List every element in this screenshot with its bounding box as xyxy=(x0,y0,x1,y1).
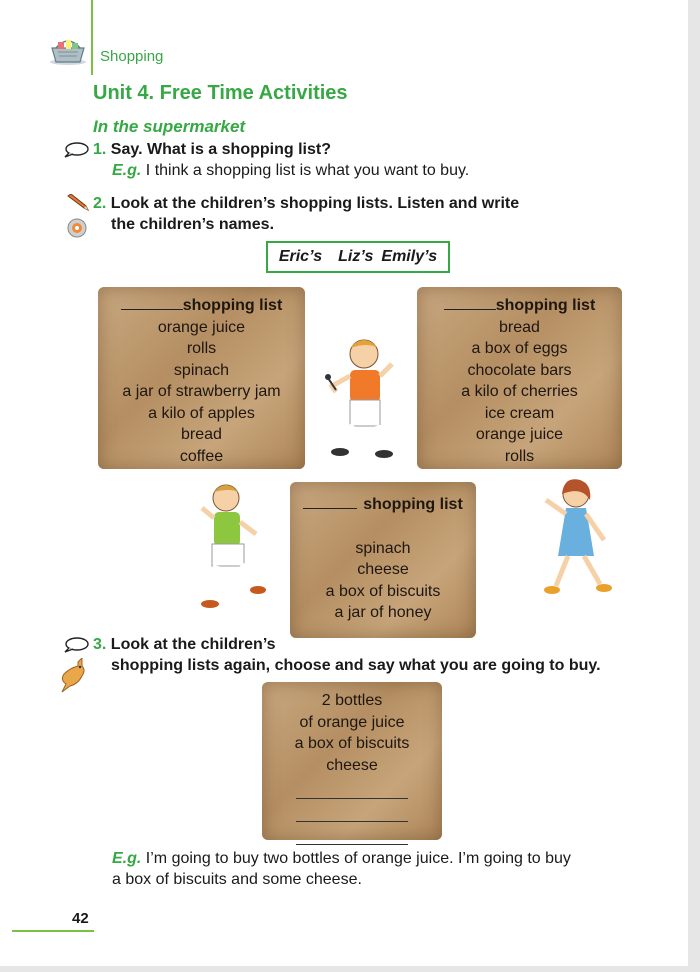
shopping-list-left xyxy=(98,287,305,469)
list-heading: shopping list xyxy=(182,297,283,314)
task-2-number: 2. xyxy=(93,195,107,212)
speech-bubble-icon xyxy=(63,636,89,654)
task-2-line1: Look at the children’s shopping lists. Listen and write xyxy=(110,195,520,212)
list-item: cheese xyxy=(326,756,378,774)
name-liz: Liz’s xyxy=(338,248,374,265)
list-item: spinach xyxy=(173,361,230,379)
footer-rule xyxy=(12,930,94,932)
subheading: In the supermarket xyxy=(93,117,246,136)
list-item: a kilo of apples xyxy=(148,404,255,422)
task-3-line1: Look at the children’s xyxy=(110,636,276,653)
list-item: of orange juice xyxy=(299,713,405,731)
task-2 xyxy=(93,193,519,235)
answer-blank[interactable] xyxy=(296,811,408,822)
shopping-basket-icon xyxy=(48,36,88,66)
speech-bubble-icon xyxy=(63,141,89,159)
list-item: spinach xyxy=(355,539,411,557)
task-1 xyxy=(93,139,331,160)
list-item: rolls xyxy=(186,340,217,357)
task-3 xyxy=(93,634,601,676)
girl-dancing-illustration xyxy=(536,476,616,600)
list-item: a box of biscuits xyxy=(325,582,441,600)
name-blank[interactable] xyxy=(444,295,496,310)
shopping-list-middle xyxy=(290,482,476,638)
list-item: bread xyxy=(181,426,222,443)
header-rule xyxy=(91,0,93,75)
names-box xyxy=(266,241,450,273)
list-item: orange juice xyxy=(157,318,246,336)
name-eric: Eric’s xyxy=(278,248,323,265)
task-1-number: 1. xyxy=(93,141,107,158)
list-item: cheese xyxy=(357,561,409,578)
name-emily: Emily’s xyxy=(381,248,438,265)
example-text: I think a shopping list is what you want to buy. xyxy=(145,162,470,179)
task-3-line2: shopping lists again, choose and say what you are going to buy. xyxy=(111,657,601,674)
list-item: ice cream xyxy=(484,404,555,422)
task-1-text: Say. What is a shopping list? xyxy=(110,141,331,158)
pencil-icon xyxy=(66,194,90,212)
list-item: rolls xyxy=(504,447,535,465)
list-item: a jar of honey xyxy=(334,604,432,621)
list-heading: shopping list xyxy=(495,297,596,314)
unit-title: Unit 4. Free Time Activities xyxy=(93,82,348,104)
task-1-example xyxy=(112,160,469,181)
list-item: chocolate bars xyxy=(467,361,572,379)
task-2-line2: the children’s names. xyxy=(111,216,275,233)
list-item: 2 bottles xyxy=(321,692,383,709)
example-label: E.g. xyxy=(112,850,142,867)
answer-blank[interactable] xyxy=(296,834,408,845)
name-blank[interactable] xyxy=(121,295,183,310)
section-title: Shopping xyxy=(100,48,164,65)
list-item: a kilo of cherries xyxy=(461,383,578,400)
example-label: E.g. xyxy=(112,162,142,179)
list-item: a box of eggs xyxy=(471,340,568,357)
task-3-example xyxy=(112,848,571,890)
list-heading: shopping list xyxy=(363,496,463,513)
name-blank[interactable] xyxy=(303,494,357,509)
boy-singing-illustration xyxy=(324,334,398,460)
list-item: bread xyxy=(499,318,540,336)
list-item: orange juice xyxy=(475,426,564,443)
task-3-number: 3. xyxy=(93,636,107,653)
boy-dancing-illustration xyxy=(196,478,270,614)
example-line1: I’m going to buy two bottles of orange juice. I’m going to buy xyxy=(145,850,571,867)
page-number: 42 xyxy=(72,910,89,927)
list-item: coffee xyxy=(179,447,224,465)
list-item: a box of biscuits xyxy=(294,735,410,752)
audio-disc-icon xyxy=(67,218,87,238)
answer-blank[interactable] xyxy=(296,788,408,799)
list-item: a jar of strawberry jam xyxy=(122,383,281,400)
shopping-list-right xyxy=(417,287,622,469)
kangaroo-icon xyxy=(56,658,90,694)
choice-list xyxy=(262,682,442,840)
example-line2: a box of biscuits and some cheese. xyxy=(112,871,362,888)
